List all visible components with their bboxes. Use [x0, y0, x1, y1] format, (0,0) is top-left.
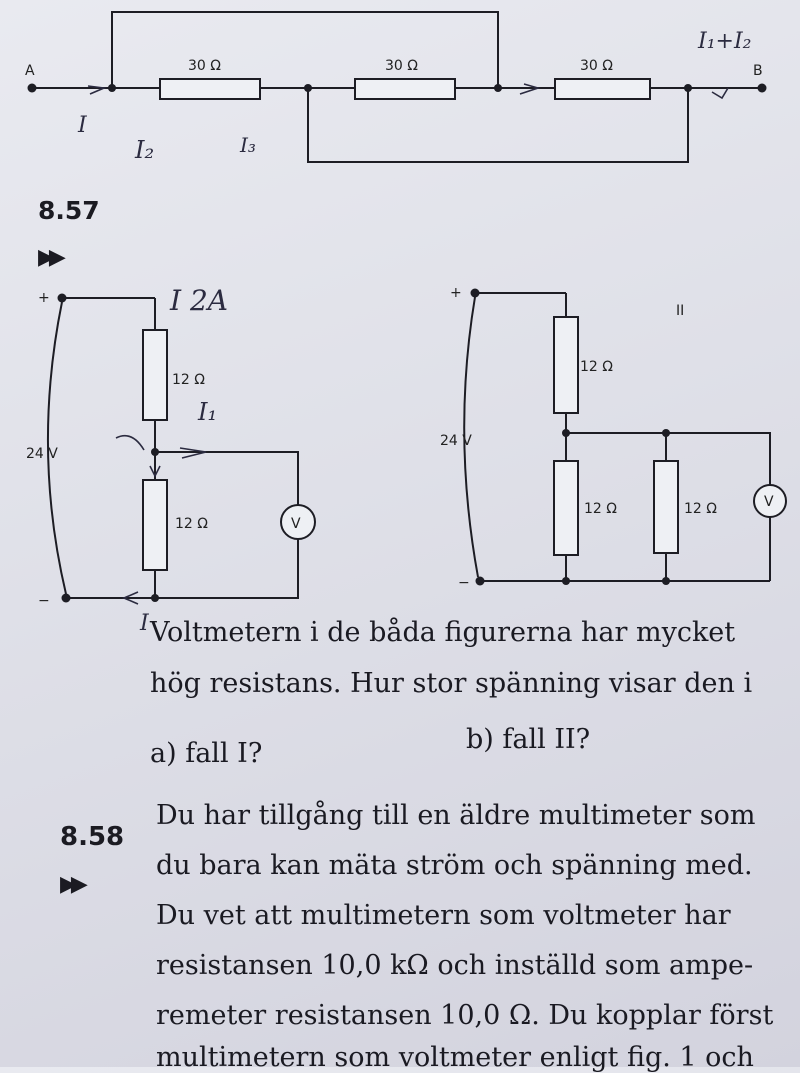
hand-note-sum: I₁+I₂ — [698, 29, 752, 54]
problem-857-text-line2: hög resistans. Hur stor spänning visar den i — [150, 668, 753, 699]
node-a-label: A — [25, 63, 35, 79]
resistor-top-1 — [160, 79, 260, 99]
hand-note-i3: I₃ — [240, 133, 256, 157]
problem-857-part-b: b) fall II? — [466, 724, 591, 755]
problem-857-arrows: ▶▶ — [38, 245, 60, 270]
fig2-r-bottom-label: 12 Ω — [584, 501, 617, 517]
fig1-hand-i: I — [140, 611, 149, 636]
fig1-minus: − — [38, 593, 50, 609]
fig2-plus: + — [450, 285, 462, 301]
hand-note-i: I — [78, 113, 87, 138]
fig1-r-bottom-label: 12 Ω — [175, 516, 208, 532]
fig2-minus: − — [458, 575, 470, 591]
fig2-roman: II — [676, 303, 685, 319]
problem-858-line-5: remeter resistansen 10,0 Ω. Du kopplar först — [156, 1000, 774, 1031]
problem-857-text-line1: Voltmetern i de båda figurerna har mycket — [150, 617, 736, 648]
fig1-r-top-label: 12 Ω — [172, 372, 205, 388]
fig2-resistor-bottom — [554, 461, 578, 555]
problem-858-number: 8.58 — [60, 822, 125, 852]
resistor-top-2-label: 30 Ω — [385, 58, 418, 74]
figure-2-circuit — [440, 275, 774, 595]
resistor-top-2 — [355, 79, 455, 99]
fig2-source-label: 24 V — [440, 433, 472, 449]
node-a-dot — [28, 84, 37, 93]
fig2-resistor-top — [554, 317, 578, 413]
fig1-plus: + — [38, 290, 50, 306]
problem-857-number: 8.57 — [38, 196, 100, 225]
problem-857-part-a: a) fall I? — [150, 738, 263, 769]
node-b-label: B — [753, 63, 763, 79]
hand-note-i2: I₂ — [135, 136, 155, 164]
fig2-meter-label: V — [764, 494, 774, 510]
fig1-resistor-top — [143, 330, 167, 420]
resistor-top-1-label: 30 Ω — [188, 58, 221, 74]
figure-1-circuit — [20, 280, 350, 636]
problem-858-line-3: Du vet att multimetern som voltmeter har — [156, 900, 731, 931]
fig2-r-parallel-label: 12 Ω — [684, 501, 717, 517]
problem-858-line-1: Du har tillgång till en äldre multimeter som — [156, 800, 756, 831]
fig1-meter-label: V — [291, 516, 301, 532]
fig2-r-top-label: 12 Ω — [580, 359, 613, 375]
fig1-hand-top: I 2A — [170, 284, 228, 317]
fig1-source-label: 24 V — [26, 446, 58, 462]
resistor-top-3 — [555, 79, 650, 99]
problem-858-arrows: ▶▶ — [60, 872, 82, 897]
fig2-resistor-parallel — [654, 461, 678, 553]
top-circuit — [0, 0, 800, 190]
top-resistors — [160, 79, 650, 99]
problem-858-line-6: multimetern som voltmeter enligt fig. 1 och — [156, 1042, 754, 1073]
problem-858-line-2: du bara kan mäta ström och spänning med. — [156, 850, 753, 881]
problem-858-line-4: resistansen 10,0 kΩ och inställd som ampe- — [156, 950, 754, 981]
node-b-dot — [758, 84, 767, 93]
fig1-resistor-bottom — [143, 480, 167, 570]
fig1-hand-i1: I₁ — [198, 398, 218, 426]
resistor-top-3-label: 30 Ω — [580, 58, 613, 74]
